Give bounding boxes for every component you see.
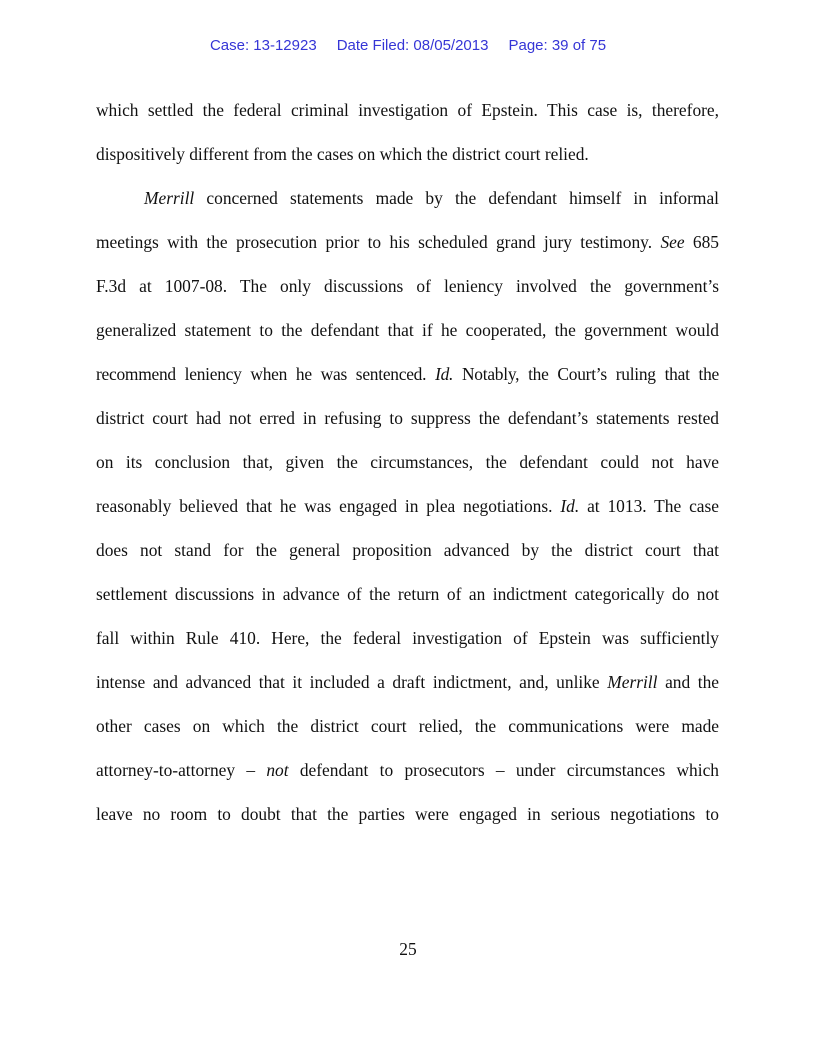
- citation-italic: Id.: [560, 496, 580, 516]
- text-line: does not stand for the general proposition advanced by the district court that: [96, 540, 719, 560]
- text-line: which settled the federal criminal investigation of Epstein. This case is, therefore,: [96, 100, 719, 120]
- paragraph-2: [96, 176, 719, 836]
- text-line: on its conclusion that, given the circumstances, the defendant could not have: [96, 452, 719, 472]
- case-number: Case: 13-12923: [209, 37, 317, 54]
- text-line: fall within Rule 410. Here, the federal investigation of Epstein was sufficiently: [96, 628, 719, 648]
- text-line: attorney-to-attorney – not defendant to prosecutors – under circumstances which: [96, 760, 719, 780]
- paragraph-1: [96, 88, 719, 176]
- citation-italic: Id.: [435, 364, 454, 384]
- case-name-italic: Merrill: [607, 672, 658, 692]
- page-count: Page: 39 of 75: [508, 37, 607, 54]
- text-line: leave no room to doubt that the parties were engaged in serious negotiations to: [96, 804, 719, 824]
- document-body: [96, 88, 719, 836]
- text-line: generalized statement to the defendant that if he cooperated, the government would: [96, 320, 719, 340]
- text-line: Merrill concerned statements made by the defendant himself in informal: [144, 188, 719, 208]
- text-line: dispositively different from the cases on which the district court relied.: [96, 144, 589, 164]
- date-filed: Date Filed: 08/05/2013: [336, 37, 489, 54]
- text-line: reasonably believed that he was engaged in plea negotiations. Id. at 1013. The case: [96, 496, 719, 516]
- case-header: [0, 37, 816, 54]
- text-line: district court had not erred in refusing to suppress the defendant’s statements rested: [96, 408, 719, 428]
- text-line: settlement discussions in advance of the return of an indictment categorically do not: [96, 584, 719, 604]
- text-line: intense and advanced that it included a draft indictment, and, unlike Merrill and the: [96, 672, 719, 692]
- text-line: other cases on which the district court relied, the communications were made: [96, 716, 719, 736]
- case-name-italic: Merrill: [144, 188, 195, 208]
- text-line: recommend leniency when he was sentenced. Id. Notably, the Court’s ruling that the: [96, 364, 719, 384]
- page-number: 25: [399, 939, 417, 959]
- emphasis-italic: not: [266, 760, 289, 780]
- signal-italic: See: [660, 232, 685, 252]
- text-line: F.3d at 1007-08. The only discussions of leniency involved the government’s: [96, 276, 719, 296]
- text-line: meetings with the prosecution prior to his scheduled grand jury testimony. See 685: [96, 232, 720, 252]
